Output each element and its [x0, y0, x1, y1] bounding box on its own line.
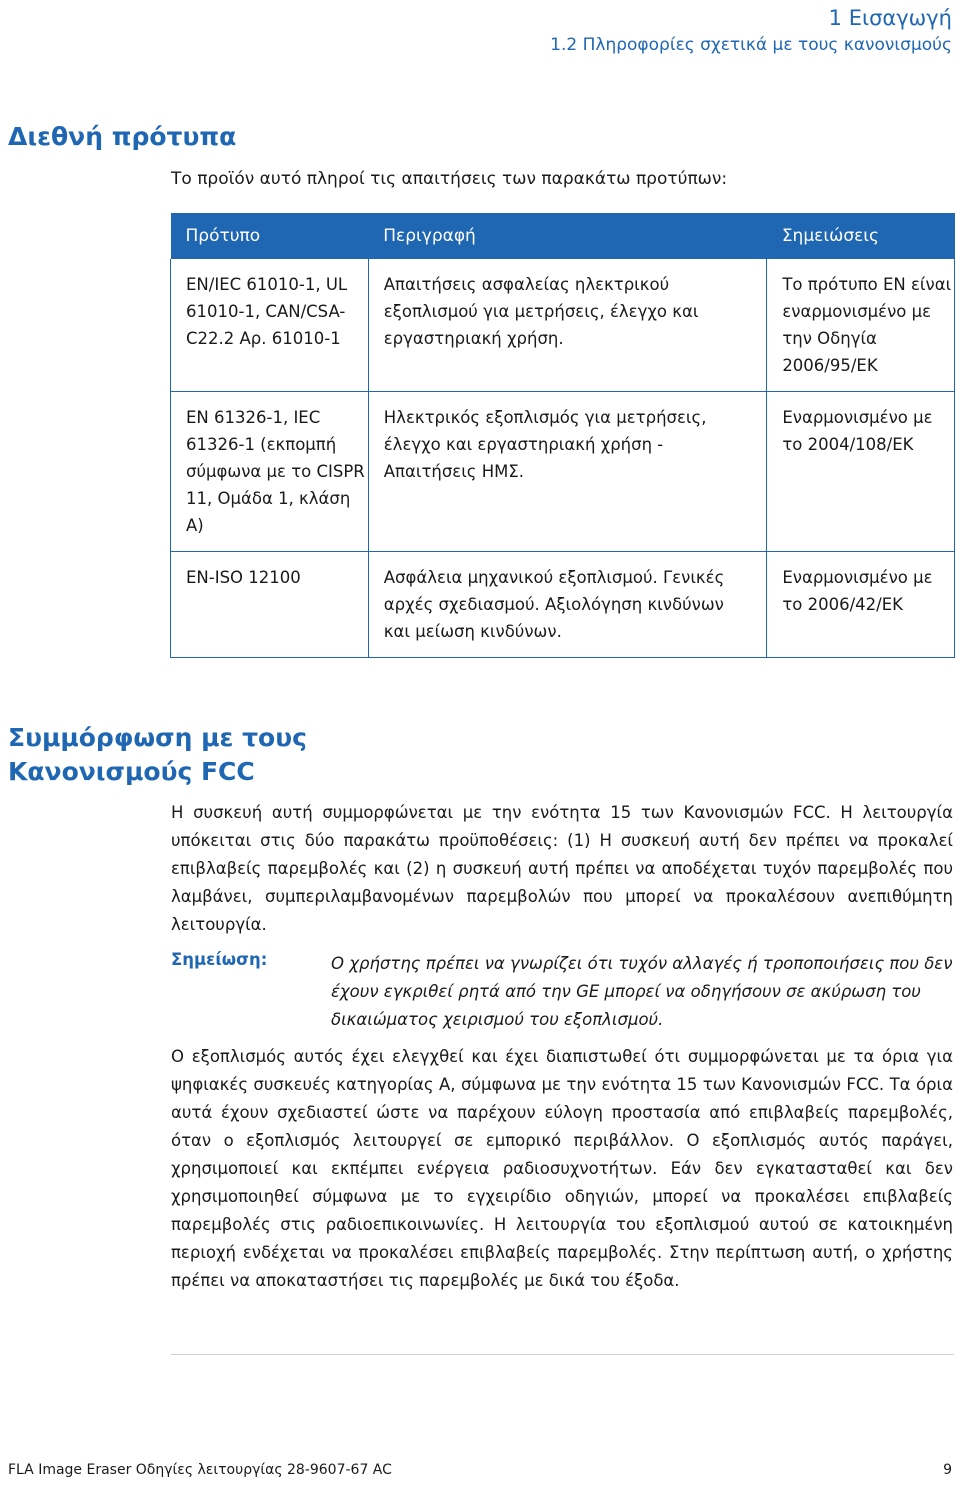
notes-cell: Εναρμονισμένο με το 2006/42/ΕΚ — [767, 552, 955, 658]
table-row — [171, 552, 955, 658]
chapter-title: 1 Εισαγωγή — [828, 6, 952, 30]
standard-cell: EN-ISO 12100 — [171, 552, 369, 658]
table-row — [171, 259, 955, 392]
description-cell: Απαιτήσεις ασφαλείας ηλεκτρικού εξοπλισμού για μετρήσεις, έλεγχο και εργαστηριακή χρήση. — [368, 259, 767, 392]
fcc-heading-line1: Συμμόρφωση με τους — [8, 723, 307, 752]
table-header-row — [171, 213, 955, 259]
standards-heading: Διεθνή πρότυπα — [8, 122, 237, 151]
footer-divider — [171, 1354, 954, 1355]
standard-cell: EN/IEC 61010-1, UL 61010-1, CAN/CSA-C22.2 Αρ. 61010-1 — [171, 259, 369, 392]
fcc-paragraph-1: Η συσκευή αυτή συμμορφώνεται με την ενότητα 15 των Κανονισμών FCC. Η λειτουργία υπόκειται στις δύο παρακάτω προϋποθέσεις: (1) Η συσκευή αυτή δεν πρέπει να προκαλεί επιβλαβείς παρεμβολές και (2) η συσκευή αυτή πρέπει να αποδέχεται τυχόν παρεμβολές που λαμβάνει, συμπεριλαμβανομένων παρεμβολών που μπορεί να προκαλέσουν ανεπιθύμητη λειτουργία. — [171, 803, 953, 934]
column-header-description: Περιγραφή — [368, 213, 767, 259]
standards-table — [170, 213, 955, 658]
standards-intro: Το προϊόν αυτό πληροί τις απαιτήσεις των παρακάτω προτύπων: — [171, 169, 728, 189]
table-row — [171, 392, 955, 552]
fcc-paragraph-2: Ο εξοπλισμός αυτός έχει ελεγχθεί και έχει διαπιστωθεί ότι συμμορφώνεται με τα όρια για ψηφιακές συσκευές κατηγορίας A, σύμφωνα με την ενότητα 15 των Κανονισμών FCC. Τα όρια αυτά έχουν σχεδιαστεί ώστε να παρέχουν εύλογη προστασία από επιβλαβείς παρεμβολές, όταν ο εξοπλισμός λειτουργεί σε εμπορικό περιβάλλον. Ο εξοπλισμός αυτός παράγει, χρησιμοποιεί και εκπέμπει ενέργεια ραδιοσυχνοτήτων. Εάν δεν εγκατασταθεί και δεν χρησιμοποιηθεί σύμφωνα με το εγχειρίδιο οδηγιών, μπορεί να προκαλέσει επιβλαβείς παρεμβολές στις ραδιοεπικοινωνίες. Η λειτουργία του εξοπλισμού αυτού σε κατοικημένη περιοχή ενδέχεται να προκαλέσει επιβλαβείς παρεμβολές. Στην περίπτωση αυτή, ο χρήστης πρέπει να αποκαταστήσει τις παρεμβολές με δικά του έξοδα. — [171, 1047, 953, 1290]
section-title: 1.2 Πληροφορίες σχετικά με τους κανονισμούς — [550, 35, 952, 55]
notes-cell: Εναρμονισμένο με το 2004/108/ΕΚ — [767, 392, 955, 552]
description-cell: Ηλεκτρικός εξοπλισμός για μετρήσεις, έλεγχο και εργαστηριακή χρήση - Απαιτήσεις ΗΜΣ. — [368, 392, 767, 552]
fcc-heading-line2: Κανονισμούς FCC — [8, 757, 255, 786]
standard-cell: EN 61326-1, IEC 61326-1 (εκπομπή σύμφωνα με το CISPR 11, Ομάδα 1, κλάση A) — [171, 392, 369, 552]
notes-cell: Το πρότυπο EN είναι εναρμονισμένο με την Οδηγία 2006/95/ΕΚ — [767, 259, 955, 392]
footer-page-number: 9 — [943, 1462, 952, 1478]
description-cell: Ασφάλεια μηχανικού εξοπλισμού. Γενικές αρχές σχεδιασμού. Αξιολόγηση κινδύνων και μείωση κινδύνων. — [368, 552, 767, 658]
note-text: Ο χρήστης πρέπει να γνωρίζει ότι τυχόν αλλαγές ή τροποποιήσεις που δεν έχουν εγκριθεί ρητά από την GE μπορεί να οδηγήσουν σε ακύρωση του δικαιώματος χειρισμού του εξοπλισμού. — [331, 954, 953, 1029]
footer-doc-title: FLA Image Eraser Οδηγίες λειτουργίας 28-9607-67 AC — [8, 1462, 392, 1478]
note-label: Σημείωση: — [171, 950, 268, 969]
page-header — [550, 4, 952, 58]
fcc-heading — [8, 721, 307, 789]
column-header-standard: Πρότυπο — [171, 213, 369, 259]
column-header-notes: Σημειώσεις — [767, 213, 955, 259]
